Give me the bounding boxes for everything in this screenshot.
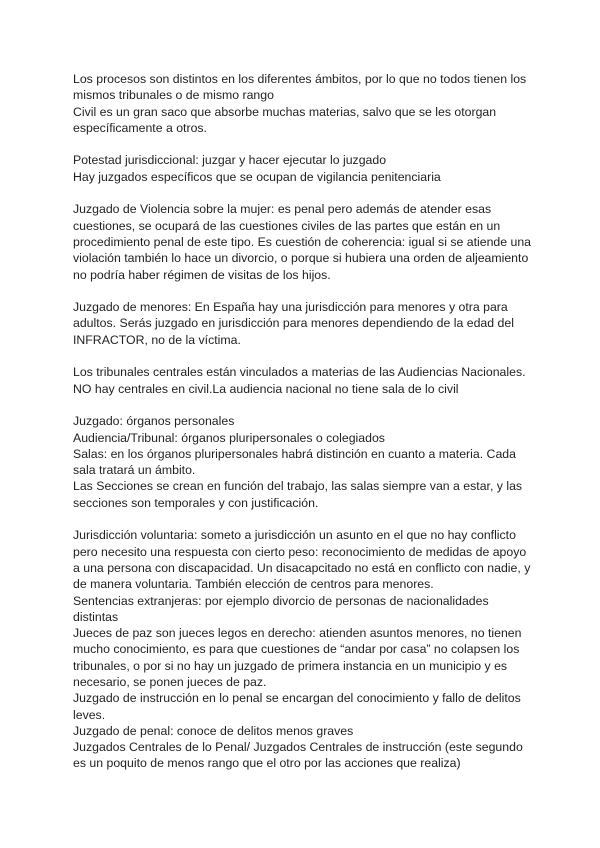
text-line: sala tratará un ámbito. — [73, 463, 196, 478]
paragraph-menores — [73, 299, 543, 348]
text-line: procedimiento penal de este tipo. Es cuestión de coherencia: igual si se atiende una — [73, 234, 532, 249]
text-line: Civil es un gran saco que absorbe muchas materias, salvo que se les otorgan — [73, 104, 497, 119]
text-line: distintas — [73, 609, 119, 624]
text-line: de manera voluntaria. También elección de centros para menores. — [73, 577, 434, 592]
text-line: INFRACTOR, no de la víctima. — [73, 332, 241, 347]
paragraph-violencia-mujer — [73, 201, 543, 282]
text-line: Juzgado de menores: En España hay una jurisdicción para menores y otra para — [73, 300, 508, 315]
text-line: Hay juzgados específicos que se ocupan de vigilancia penitenciaria — [73, 169, 441, 184]
text-line: adultos. Serás juzgado en jurisdicción para menores dependiendo de la edad del — [73, 316, 514, 331]
text-line: a una persona con discapacidad. Un disacapcitado no está en conflicto con nadie, y — [73, 560, 531, 575]
text-line: Potestad jurisdiccional: juzgar y hacer ejecutar lo juzgado — [73, 153, 387, 168]
text-line: leves. — [73, 707, 106, 722]
paragraph-jurisdiccion-voluntaria — [73, 527, 543, 771]
text-line: pero necesito una respuesta con cierto peso: reconocimiento de medidas de apoyo — [73, 544, 527, 559]
text-line: Juzgado: órganos personales — [73, 414, 235, 429]
text-line: mucho conocimiento, es para que cuestiones de “andar por casa” no colapsen los — [73, 642, 520, 657]
text-line: Las Secciones se crean en función del trabajo, las salas siempre van a estar, y las — [73, 479, 523, 494]
text-line: específicamente a otros. — [73, 120, 207, 135]
text-line: Juzgado de instrucción en lo penal se encargan del conocimiento y fallo de delitos — [73, 691, 521, 706]
text-line: secciones son temporales y con justificación. — [73, 495, 319, 510]
text-line: Jueces de paz son jueces legos en derecho: atienden asuntos menores, no tienen — [73, 626, 522, 641]
text-line: Sentencias extranjeras: por ejemplo divorcio de personas de nacionalidades — [73, 593, 489, 608]
text-line: Juzgados Centrales de lo Penal/ Juzgados Centrales de instrucción (este segundo — [73, 740, 523, 755]
text-line: Juzgado de Violencia sobre la mujer: es penal pero además de atender esas — [73, 202, 492, 217]
paragraph-tribunales-centrales — [73, 364, 543, 397]
paragraph-organos — [73, 413, 543, 511]
text-line: Jurisdicción voluntaria: someto a jurisdicción un asunto en el que no hay conflicto — [73, 528, 516, 543]
text-line: NO hay centrales en civil.La audiencia nacional no tiene sala de lo civil — [73, 381, 459, 396]
text-line: necesario, se ponen jueces de paz. — [73, 674, 267, 689]
document-body — [73, 71, 543, 772]
text-line: Los procesos son distintos en los diferentes ámbitos, por lo que no todos tienen los — [73, 72, 527, 86]
text-line: no podría haber régimen de visitas de los hijos. — [73, 267, 331, 282]
text-line: es un poquito de menos rango que el otro por las acciones que realiza) — [73, 756, 461, 771]
text-line: tribunales, o por si no hay un juzgado de primera instancia en un municipio y es — [73, 658, 508, 673]
text-line: Juzgado de penal: conoce de delitos menos graves — [73, 723, 354, 738]
text-line: violación también lo hace un divorcio, o porque si hubiera una orden de aljeamiento — [73, 251, 529, 266]
text-line: Salas: en los órganos pluripersonales habrá distinción en cuanto a materia. Cada — [73, 446, 516, 461]
paragraph-potestad — [73, 152, 543, 185]
text-line: cuestiones, se ocupará de las cuestiones civiles de las partes que están en un — [73, 218, 501, 233]
text-line: mismos tribunales o de mismo rango — [73, 88, 274, 103]
paragraph-procesos — [73, 71, 543, 136]
text-line: Los tribunales centrales están vinculados a materias de las Audiencias Nacionales. — [73, 365, 526, 380]
text-line: Audiencia/Tribunal: órganos pluripersonales o colegiados — [73, 430, 385, 445]
